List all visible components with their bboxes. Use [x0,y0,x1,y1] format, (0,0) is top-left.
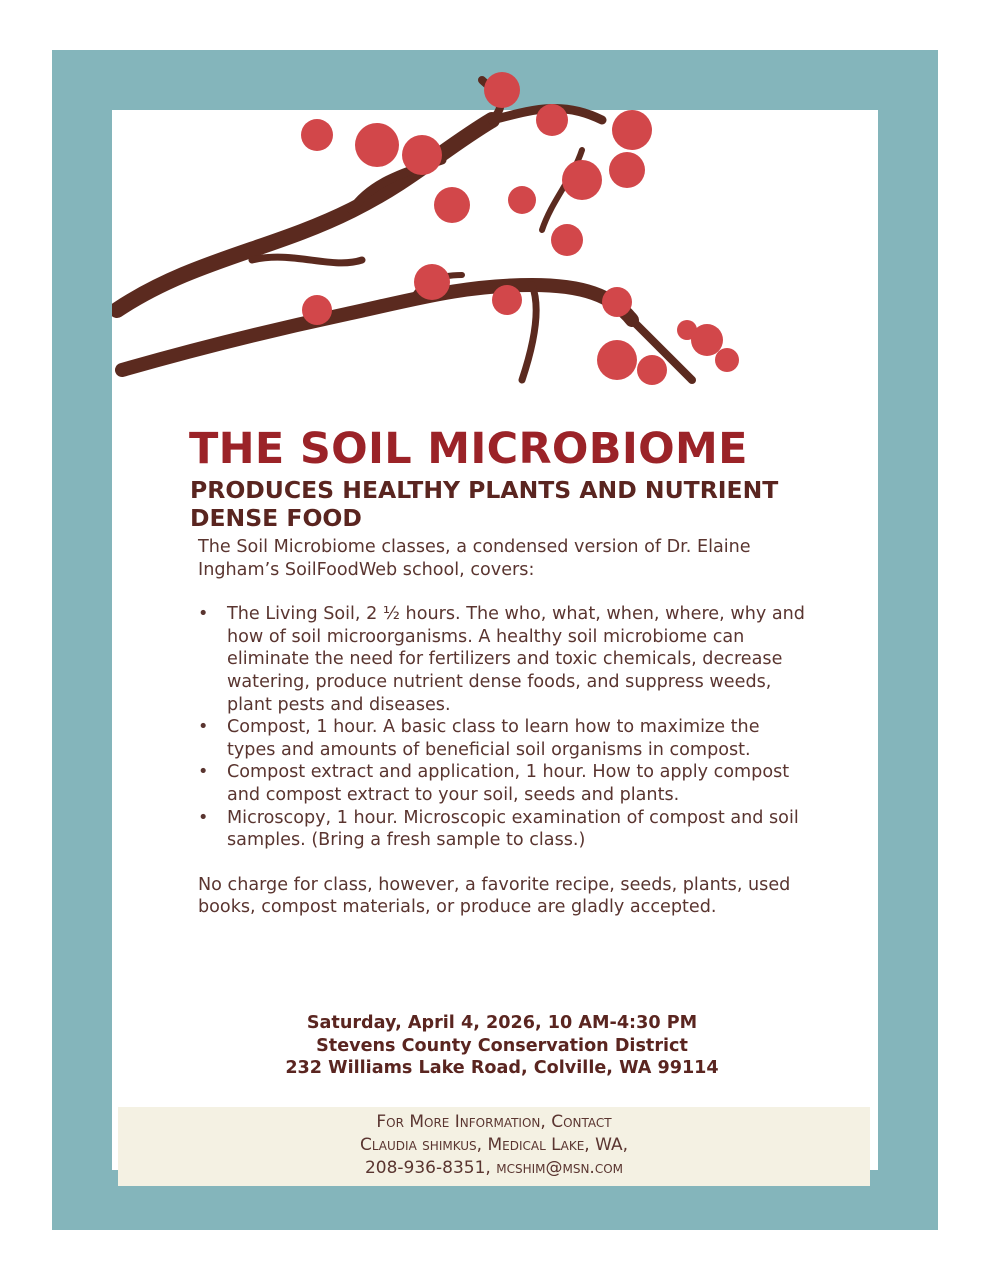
donation-note: No charge for class, however, a favorite recipe, seeds, plants, used books, compost materials, or produce are gladly accepted. [198,874,791,918]
contact-phone: 208-936-8351, [364,1158,491,1178]
class-text: Compost, 1 hour. A basic class to learn how to maximize the types and amounts of beneficial soil organisms in compost. [227,717,760,760]
contact-line [118,1157,870,1180]
flyer-subtitle: PRODUCES HEALTHY PLANTS AND NUTRIENT DENSE FOOD [190,476,779,532]
intro-text: The Soil Microbiome classes, a condensed version of Dr. Elaine Ingham’s SoilFoodWeb school, covers: [198,537,751,580]
bullet-icon: • [198,762,209,783]
branch-icon [117,80,692,380]
class-text: Compost extract and application, 1 hour. How to apply compost and compost extract to your soil, seeds and plants. [227,762,790,805]
class-text: Microscopy, 1 hour. Microscopic examination of compost and soil samples. (Bring a fresh sample to class.) [227,807,799,851]
class-text: The Living Soil, 2 ½ hours. The who, what, when, where, why and how of soil microorganisms. A healthy soil microbiome can eliminate the need for fertilizers and toxic chemicals, decrease watering, produce nutrient dense foods, and suppress weeds, plant pests and diseases. [227,604,805,715]
blossom-branch-illustration [112,60,752,420]
class-item [198,716,808,761]
blossom-icon [301,72,739,385]
contact-heading: For More Information, Contact [376,1112,612,1132]
class-item [198,761,808,806]
event-address: 232 Williams Lake Road, Colville, WA 99114 [285,1058,719,1079]
class-item [198,807,808,852]
event-details [112,1012,892,1080]
flyer-body [198,536,808,919]
contact-box [118,1107,870,1186]
contact-name: Claudia shimkus, Medical Lake, WA, [359,1135,629,1155]
event-date: Saturday, April 4, 2026, 10 AM-4:30 PM [306,1013,698,1033]
class-list [198,603,808,852]
flyer-title: THE SOIL MICROBIOME [189,424,748,474]
event-venue: Stevens County Conservation District [316,1035,688,1056]
bullet-icon: • [198,717,209,738]
bullet-icon: • [198,604,209,625]
class-item [198,603,808,716]
contact-email[interactable]: mcshim@msn.com [496,1158,624,1178]
bullet-icon: • [198,807,209,828]
